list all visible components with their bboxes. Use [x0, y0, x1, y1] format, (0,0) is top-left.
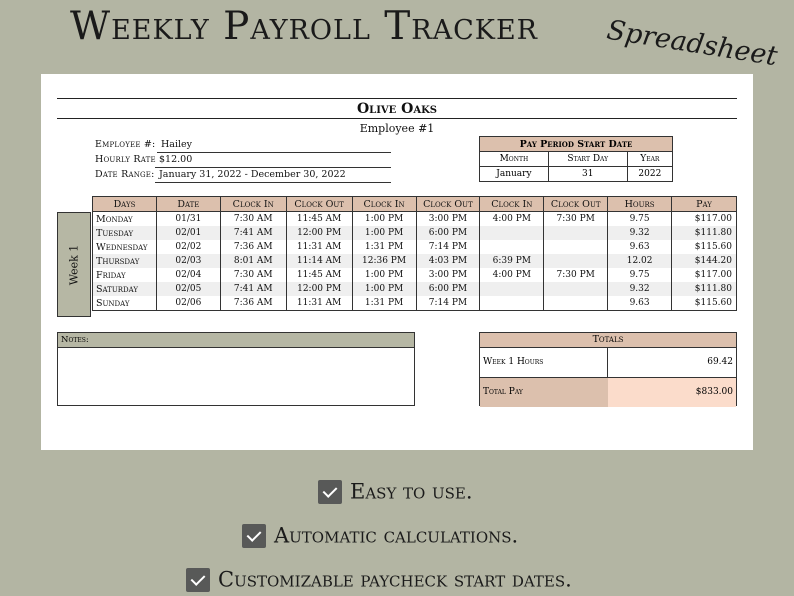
clock-in-1-cell[interactable]: 7:30 AM — [220, 268, 286, 282]
date-range-row — [95, 169, 391, 183]
notes-label: Notes: — [58, 333, 414, 348]
clock-in-1-cell[interactable]: 7:41 AM — [220, 282, 286, 296]
day-cell: Wednesday — [93, 240, 157, 254]
pay-period-col-start-day: Start Day — [548, 152, 627, 167]
col-header-hours: Hours — [608, 197, 672, 212]
date-cell[interactable]: 02/01 — [156, 226, 220, 240]
clock-out-2-cell[interactable]: 6:00 PM — [416, 282, 480, 296]
date-cell[interactable]: 02/02 — [156, 240, 220, 254]
table-row — [93, 240, 737, 254]
feature-automatic — [242, 522, 518, 548]
table-row — [93, 226, 737, 240]
clock-out-3-cell[interactable]: 7:30 PM — [544, 268, 608, 282]
timesheet-table — [92, 196, 737, 311]
clock-in-1-cell[interactable]: 7:41 AM — [220, 226, 286, 240]
day-cell: Thursday — [93, 254, 157, 268]
date-range-label: Date Range: — [95, 169, 155, 180]
clock-out-3-cell[interactable] — [544, 226, 608, 240]
checkbox-check-icon — [318, 480, 342, 504]
table-row — [93, 268, 737, 282]
clock-in-1-cell[interactable]: 7:36 AM — [220, 296, 286, 311]
totals-header: Totals — [480, 333, 736, 348]
hours-cell: 9.32 — [608, 282, 672, 296]
feature-automatic-text: Automatic calculations. — [274, 523, 519, 548]
employee-label: Employee #: — [95, 139, 156, 150]
feature-customizable — [186, 566, 572, 592]
table-row — [93, 254, 737, 268]
clock-out-1-cell[interactable]: 12:00 PM — [286, 282, 352, 296]
hours-cell: 9.63 — [608, 240, 672, 254]
clock-out-2-cell[interactable]: 3:00 PM — [416, 268, 480, 282]
clock-out-3-cell[interactable]: 7:30 PM — [544, 212, 608, 227]
clock-out-2-cell[interactable]: 4:03 PM — [416, 254, 480, 268]
date-cell[interactable]: 02/05 — [156, 282, 220, 296]
week-hours-label: Week 1 Hours — [480, 348, 608, 377]
feature-easy — [318, 478, 473, 504]
col-header-clock-in-3: Clock In — [480, 197, 544, 212]
clock-in-3-cell[interactable] — [480, 226, 544, 240]
clock-out-3-cell[interactable] — [544, 296, 608, 311]
clock-out-3-cell[interactable] — [544, 240, 608, 254]
day-cell: Sunday — [93, 296, 157, 311]
week-label-tab — [57, 212, 91, 317]
clock-in-1-cell[interactable]: 7:30 AM — [220, 212, 286, 227]
clock-in-3-cell[interactable]: 6:39 PM — [480, 254, 544, 268]
clock-out-1-cell[interactable]: 12:00 PM — [286, 226, 352, 240]
pay-period-col-year: Year — [627, 152, 672, 167]
total-pay-row — [480, 378, 736, 407]
clock-in-2-cell[interactable]: 1:00 PM — [352, 212, 416, 227]
pay-period-header: Pay Period Start Date — [480, 137, 673, 152]
total-pay-value: $833.00 — [608, 378, 736, 407]
date-cell[interactable]: 01/31 — [156, 212, 220, 227]
table-row — [93, 296, 737, 311]
pay-cell: $115.60 — [672, 240, 737, 254]
col-header-clock-out-3: Clock Out — [544, 197, 608, 212]
col-header-clock-out-2: Clock Out — [416, 197, 480, 212]
clock-out-2-cell[interactable]: 7:14 PM — [416, 240, 480, 254]
pay-cell: $115.60 — [672, 296, 737, 311]
clock-out-3-cell[interactable] — [544, 282, 608, 296]
hours-cell: 9.75 — [608, 268, 672, 282]
pay-cell: $117.00 — [672, 212, 737, 227]
clock-in-2-cell[interactable]: 1:00 PM — [352, 282, 416, 296]
week-label: Week 1 — [67, 244, 81, 285]
col-header-clock-in-1: Clock In — [220, 197, 286, 212]
clock-out-1-cell[interactable]: 11:31 AM — [286, 296, 352, 311]
clock-in-1-cell[interactable]: 7:36 AM — [220, 240, 286, 254]
hours-cell: 9.75 — [608, 212, 672, 227]
col-header-date: Date — [156, 197, 220, 212]
top-rule — [57, 98, 737, 99]
day-cell: Tuesday — [93, 226, 157, 240]
day-cell: Saturday — [93, 282, 157, 296]
week-hours-row — [480, 348, 736, 378]
pay-period-day-cell[interactable]: 31 — [548, 167, 627, 182]
clock-in-3-cell[interactable] — [480, 240, 544, 254]
day-cell: Friday — [93, 268, 157, 282]
hours-cell: 9.63 — [608, 296, 672, 311]
page-title: Weekly Payroll Tracker — [70, 4, 538, 49]
clock-out-2-cell[interactable]: 6:00 PM — [416, 226, 480, 240]
pay-period-table — [479, 136, 673, 182]
total-pay-label: Total Pay — [480, 378, 608, 407]
checkbox-check-icon — [186, 568, 210, 592]
totals-box — [479, 332, 737, 406]
clock-out-2-cell[interactable]: 7:14 PM — [416, 296, 480, 311]
week-hours-value: 69.42 — [707, 357, 733, 367]
clock-out-1-cell[interactable]: 11:31 AM — [286, 240, 352, 254]
pay-period-col-month: Month — [480, 152, 549, 167]
day-cell: Monday — [93, 212, 157, 227]
company-name: Olive Oaks — [356, 101, 438, 117]
feature-easy-text: Easy to use. — [350, 479, 473, 504]
clock-out-3-cell[interactable] — [544, 254, 608, 268]
clock-in-3-cell[interactable]: 4:00 PM — [480, 212, 544, 227]
clock-in-2-cell[interactable]: 1:00 PM — [352, 268, 416, 282]
col-header-pay: Pay — [672, 197, 737, 212]
hours-cell: 12.02 — [608, 254, 672, 268]
col-header-days: Days — [93, 197, 157, 212]
clock-out-1-cell[interactable]: 11:14 AM — [286, 254, 352, 268]
pay-cell: $111.80 — [672, 226, 737, 240]
notes-box[interactable] — [57, 332, 415, 406]
clock-out-1-cell[interactable]: 11:45 AM — [286, 268, 352, 282]
hourly-rate-row — [95, 154, 391, 168]
clock-in-3-cell[interactable]: 4:00 PM — [480, 268, 544, 282]
employee-field[interactable]: Hailey — [157, 139, 391, 153]
clock-out-1-cell[interactable]: 11:45 AM — [286, 212, 352, 227]
script-subtitle: Spreadsheet — [604, 14, 780, 73]
clock-out-2-cell[interactable]: 3:00 PM — [416, 212, 480, 227]
employee-heading: Employee #1 — [359, 122, 435, 135]
employee-row — [95, 139, 391, 153]
pay-cell: $117.00 — [672, 268, 737, 282]
clock-in-3-cell[interactable] — [480, 296, 544, 311]
table-row — [93, 212, 737, 227]
checkbox-check-icon — [242, 524, 266, 548]
hours-cell: 9.32 — [608, 226, 672, 240]
timesheet-header-row — [93, 197, 737, 212]
table-row — [93, 282, 737, 296]
col-header-clock-out-1: Clock Out — [286, 197, 352, 212]
clock-in-2-cell[interactable]: 1:31 PM — [352, 296, 416, 311]
date-cell[interactable]: 02/06 — [156, 296, 220, 311]
hourly-rate-label: Hourly Rate — [95, 154, 156, 165]
spreadsheet-preview — [41, 74, 753, 450]
company-rule — [57, 118, 737, 119]
date-cell[interactable]: 02/04 — [156, 268, 220, 282]
clock-in-3-cell[interactable] — [480, 282, 544, 296]
feature-customizable-text: Customizable paycheck start dates. — [218, 567, 572, 592]
pay-period-year-cell[interactable]: 2022 — [627, 167, 672, 182]
clock-in-1-cell[interactable]: 8:01 AM — [220, 254, 286, 268]
pay-cell: $111.80 — [672, 282, 737, 296]
clock-in-2-cell[interactable]: 12:36 PM — [352, 254, 416, 268]
clock-in-2-cell[interactable]: 1:31 PM — [352, 240, 416, 254]
hourly-rate-field[interactable]: $12.00 — [155, 154, 391, 168]
clock-in-2-cell[interactable]: 1:00 PM — [352, 226, 416, 240]
date-range-field[interactable]: January 31, 2022 - December 30, 2022 — [155, 169, 391, 183]
pay-cell: $144.20 — [672, 254, 737, 268]
pay-period-month-cell[interactable]: January — [480, 167, 549, 182]
col-header-clock-in-2: Clock In — [352, 197, 416, 212]
date-cell[interactable]: 02/03 — [156, 254, 220, 268]
